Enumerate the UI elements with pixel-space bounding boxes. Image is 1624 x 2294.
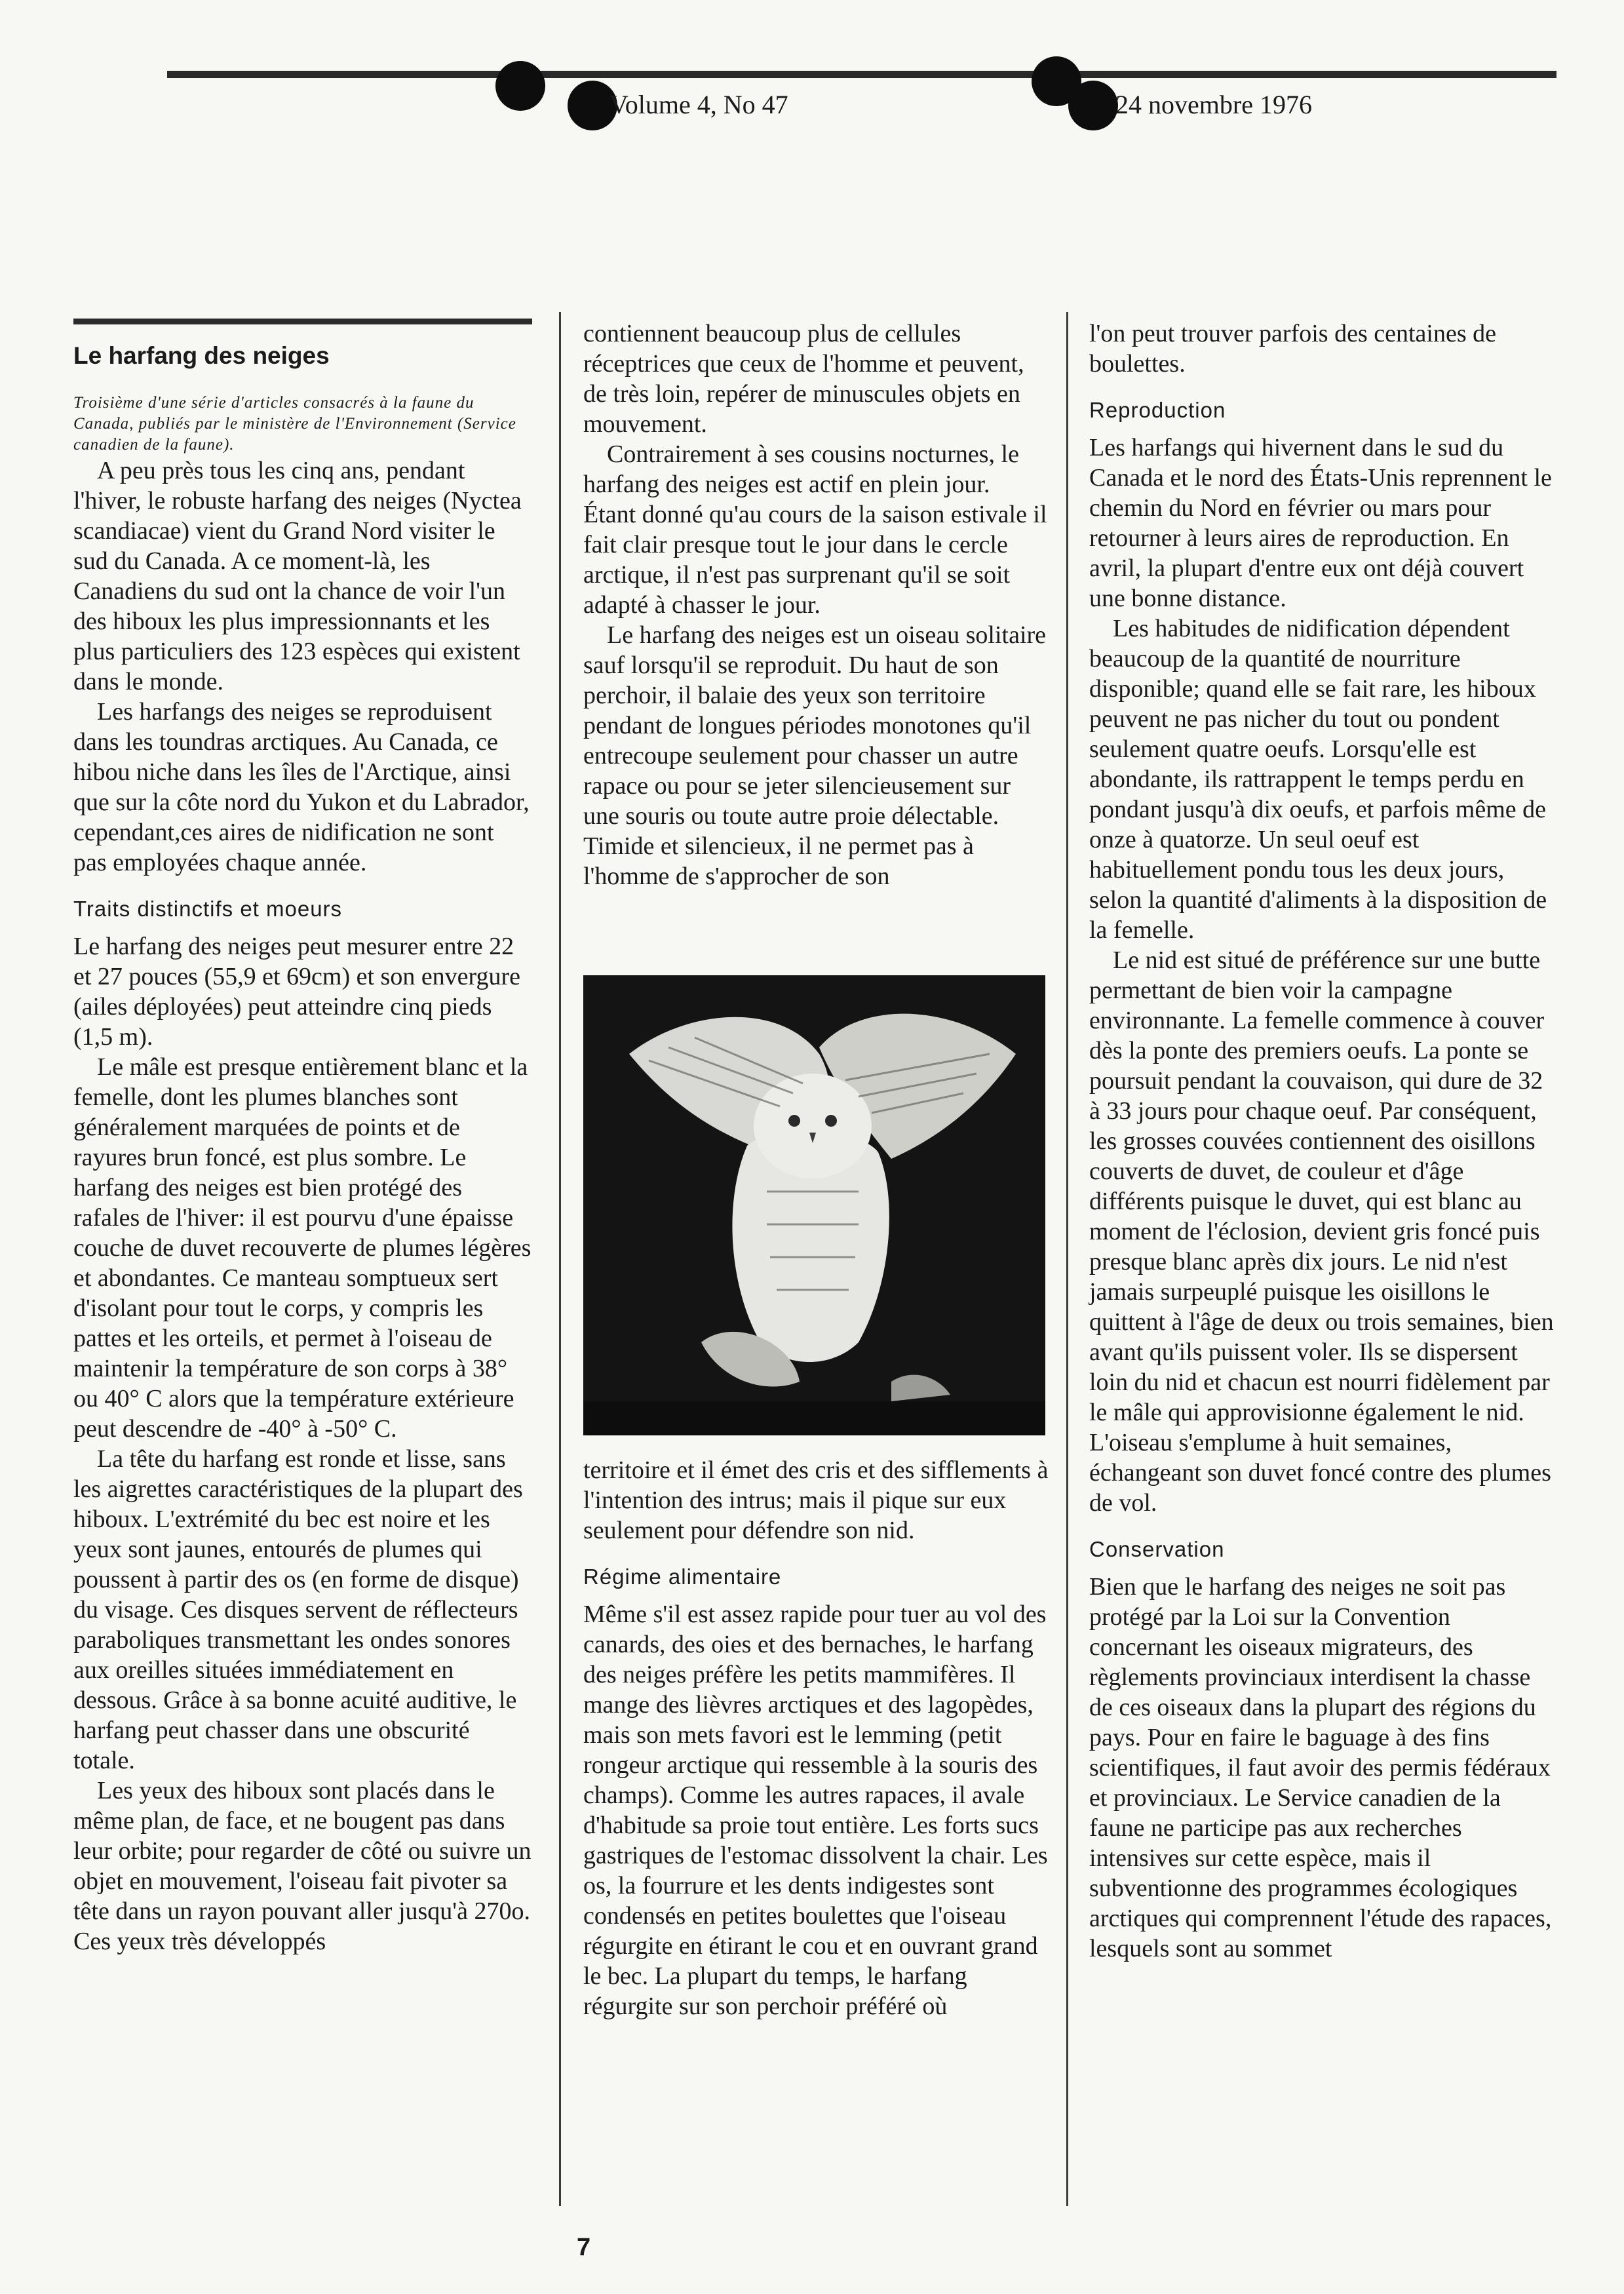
issue-date: 24 novembre 1976 (1115, 90, 1312, 119)
paragraph: Le harfang des neiges peut mesurer entre 22 et 27 pouces (55,9 et 69cm) et son envergure (ailes déployées) peut atteindre cinq pieds (1,5 m). (73, 933, 521, 1051)
paragraph: l'on peut trouver parfois des centaines de boulettes. (1089, 320, 1496, 378)
paragraph: Les habitudes de nidification dépendent beaucoup de la quantité de nourriture disponible; quand elle se fait rare, les hiboux peuvent ne pas nicher du tout ou pondent seulement quatre oeufs. Lorsqu'elle est abondante, ils rattrappent le temps perdu en pondant jusqu'à dix oeufs, et parfois même de onze à quatorze. Un seul oeuf est habituellement pondu tous les deux jours, selon la quantité d'aliments à la disposition de la femelle. (1089, 615, 1547, 944)
paragraph: Les harfangs des neiges se reproduisent dans les toundras arctiques. Au Canada, ce hibou niche dans les îles de l'Arctique, ainsi que sur la côte nord du Yukon et du Labrador, cependant,ces aires de nidification ne sont pas employées chaque année. (73, 698, 530, 876)
section-heading-conservation: Conservation (1089, 1537, 1225, 1561)
column-3 (1089, 319, 1555, 1964)
punch-hole-1 (495, 61, 545, 111)
paragraph: Même s'il est assez rapide pour tuer au vol des canards, des oies et des bernaches, le harfang des neiges préfère les petits mammifères. Il mange des lièvres arctiques et des lagopèdes, mais son mets favori est le lemming (petit rongeur arctique qui ressemble à la souris des champs). Comme les autres rapaces, il avale d'habitude sa proie tout entière. Les forts sucs gastriques de l'estomac dissolvent la chair. Les os, la fourrure et les dents indigestes sont condensés en petites boulettes que l'oiseau régurgite en étirant le cou et en ouvrant grand le bec. La plupart du temps, le harfang régurgite sur son perchoir préféré où (583, 1601, 1048, 2020)
paragraph: territoire et il émet des cris et des sifflements à l'intention des intrus; mais il pique sur eux seulement pour défendre son nid. (583, 1456, 1049, 1544)
column-2 (583, 319, 1049, 891)
title-rule (73, 319, 532, 324)
header-rule (167, 71, 1556, 78)
paragraph: Le nid est situé de préférence sur une butte permettant de bien voir la campagne environnante. La femelle commence à couver dès la ponte des premiers oeufs. La ponte se poursuit pendant la couvaison, qui dure de 32 à 33 jours pour chaque oeuf. Par conséquent, les grosses couvées contiennent des oisillons couverts de duvet, de couleur et d'âge différents puisque le duvet, qui est blanc au moment de l'éclosion, devient gris foncé puis presque blanc après dix jours. Le nid n'est jamais surpeuplé puisque les oisillons le quittent à l'âge de deux ou trois semaines, bien avant qu'ils puissent voler. Ils se dispersent loin du nid et chacun est nourri fidèlement par le mâle qui approvisionne également le nid. L'oiseau s'emplume à huit semaines, échangeant son duvet foncé contre des plumes de vol. (1089, 946, 1554, 1517)
section-heading-traits: Traits distinctifs et moeurs (73, 897, 343, 921)
paragraph: A peu près tous les cinq ans, pendant l'hiver, le robuste harfang des neiges (Nyctea scandiacae) vient du Grand Nord visiter le sud du Canada. A ce moment-là, les Canadiens du sud ont la chance de voir l'un des hiboux les plus impressionnants et les plus particuliers des 123 espèces qui existent dans le monde. (73, 457, 522, 695)
punch-hole-4 (1068, 81, 1118, 130)
paragraph: Le harfang des neiges est un oiseau solitaire sauf lorsqu'il se reproduit. Du haut de son perchoir, il balaie des yeux son territoire pendant de longues périodes monotones qu'il entrecoupe seulement pour chasser un autre rapace ou pour se jeter silencieusement sur une souris ou toute autre proie délectable. Timide et silencieux, il ne permet pas à l'homme de s'approcher de son (583, 621, 1047, 890)
column-2-lower (583, 1455, 1049, 2021)
paragraph: Contrairement à ses cousins nocturnes, le harfang des neiges est actif en plein jour. Étant donné qu'au cours de la saison estivale il fait clair presque tout le jour dans le cercle arctique, il n'est pas surprenant qu'il se soit adapté à chasser le jour. (583, 440, 1047, 619)
article-intro: Troisième d'une série d'articles consacrés à la faune du Canada, publiés par le ministère de l'Environnement (Service canadien de la faune). (73, 394, 516, 454)
paragraph: Bien que le harfang des neiges ne soit pas protégé par la Loi sur la Convention concernant les oiseaux migrateurs, des règlements provinciaux interdisent la chasse de ces oiseaux dans la plupart des régions du pays. Pour en faire le baguage à des fins scientifiques, il faut avoir des permis fédéraux et provinciaux. Le Service canadien de la faune ne participe pas aux recherches intensives sur cette espèce, mais il subventionne des programmes écologiques arctiques qui comprennent l'étude des rapaces, lesquels sont au sommet (1089, 1573, 1552, 1962)
paragraph: Le mâle est presque entièrement blanc et la femelle, dont les plumes blanches sont généralement marquées de points et de rayures brun foncé, est plus sombre. Le harfang des neiges est bien protégé des rafales de l'hiver: il est pourvu d'une épaisse couche de duvet recouverte de plumes légères et abondantes. Ce manteau somptueux sert d'isolant pour tout le corps, y compris les pattes et les orteils, et permet à l'oiseau de maintenir la température de son corps à 38° ou 40° C alors que la température extérieure peut descendre de -40° à -50° C. (73, 1053, 532, 1443)
volume-number: Volume 4, No 47 (609, 90, 788, 119)
paragraph: La tête du harfang est ronde et lisse, sans les aigrettes caractéristiques de la plupart des hiboux. L'extrémité du bec est noire et les yeux sont jaunes, entourés de plumes qui poussent à partir des os (en forme de disque) du visage. Ces disques servent de réflecteurs paraboliques transmettant les ondes sonores aux oreilles situées immédiatement en dessous. Grâce à sa bonne acuité auditive, le harfang peut chasser dans une obscurité totale. (73, 1445, 523, 1774)
page-number: 7 (577, 2234, 591, 2261)
section-heading-reproduction: Reproduction (1089, 398, 1226, 422)
paragraph: Les yeux des hiboux sont placés dans le même plan, de face, et ne bougent pas dans leur orbite; pour regarder de côté ou suivre un objet en mouvement, l'oiseau fait pivoter sa tête dans un rayon pouvant aller jusqu'à 270o. Ces yeux très développés (73, 1777, 532, 1955)
paragraph: contiennent beaucoup plus de cellules réceptrices que ceux de l'homme et peuvent, de très loin, repérer de minuscules objets en mouvement. (583, 320, 1024, 438)
column-divider-1 (559, 312, 561, 2206)
column-1 (73, 319, 532, 1956)
article-title: Le harfang des neiges (73, 342, 330, 369)
snowy-owl-photo (583, 975, 1045, 1435)
paragraph: Les harfangs qui hivernent dans le sud du Canada et le nord des États-Unis reprennent le chemin du Nord en février ou mars pour retourner à leurs aires de reproduction. En avril, la plupart d'entre eux ont déjà couvert une bonne distance. (1089, 434, 1552, 612)
column-divider-2 (1066, 312, 1068, 2206)
section-heading-regime: Régime alimentaire (583, 1565, 782, 1589)
